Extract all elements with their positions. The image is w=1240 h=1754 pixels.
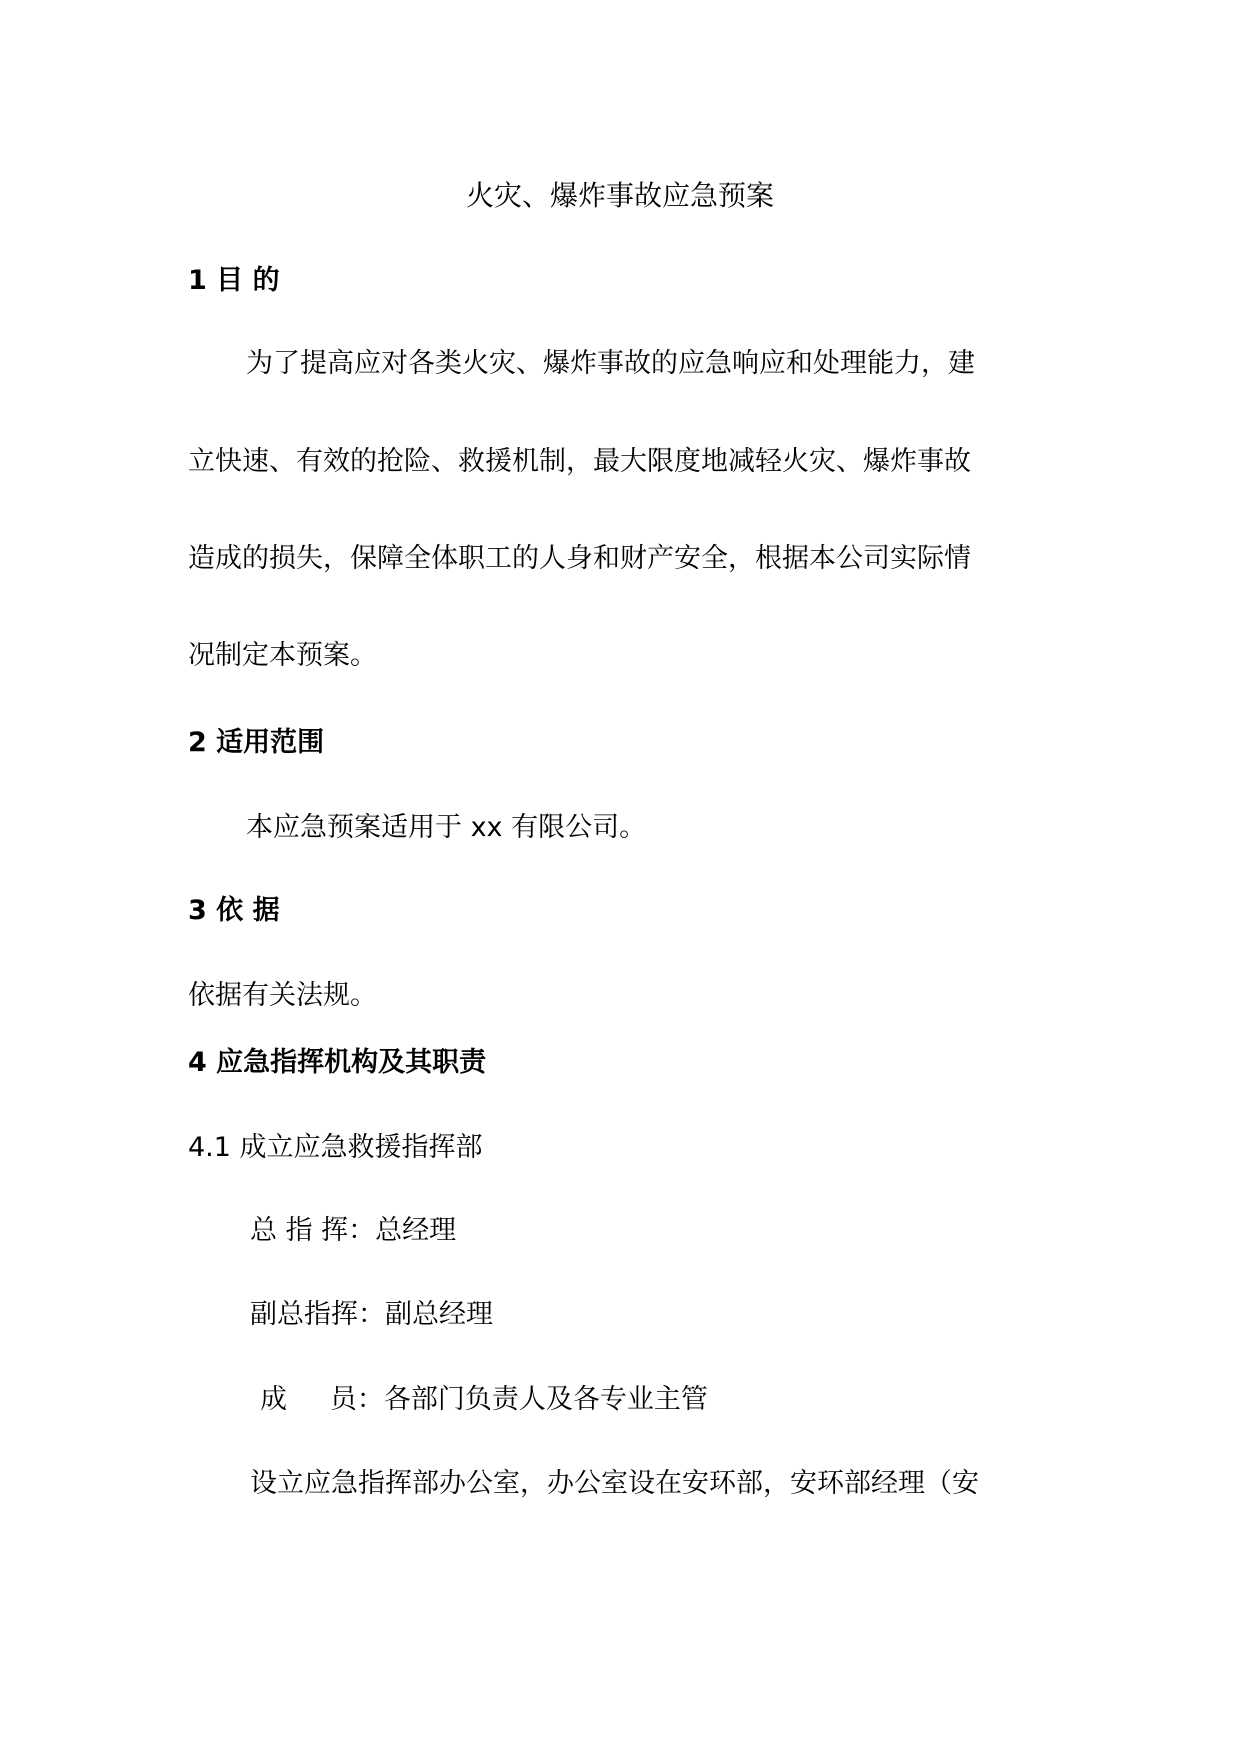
document-title: 火灾、爆炸事故应急预案 xyxy=(465,179,774,212)
section-4-trailing-line: 设立应急指挥部办公室，办公室设在安环部，安环部经理（安 xyxy=(250,1468,979,1499)
section-3-paragraph: 依据有关法规。 xyxy=(188,980,377,1011)
section-3-heading: 3 依 据 xyxy=(188,895,280,926)
section-4-heading: 4 应急指挥机构及其职责 xyxy=(188,1047,487,1078)
section-1-paragraph-line-2: 立快速、有效的抢险、救援机制，最大限度地减轻火灾、爆炸事故 xyxy=(188,446,971,477)
section-1-paragraph-line-3: 造成的损失，保障全体职工的人身和财产安全，根据本公司实际情 xyxy=(188,543,971,574)
section-2-heading: 2 适用范围 xyxy=(188,727,325,758)
command-structure-item-deputy: 副总指挥：副总经理 xyxy=(250,1299,493,1330)
section-1-heading: 1 目 的 xyxy=(188,265,280,296)
section-1-paragraph-line-1: 为了提高应对各类火灾、爆炸事故的应急响应和处理能力，建 xyxy=(246,348,975,379)
command-structure-item-members: 成 员：各部门负责人及各专业主管 xyxy=(260,1384,708,1415)
section-4-1-subheading: 4.1 成立应急救援指挥部 xyxy=(188,1132,483,1163)
section-2-paragraph: 本应急预案适用于 xx 有限公司。 xyxy=(246,812,647,843)
section-1-paragraph-line-4: 况制定本预案。 xyxy=(188,640,377,671)
command-structure-item-chief: 总 指 挥：总经理 xyxy=(250,1215,457,1246)
